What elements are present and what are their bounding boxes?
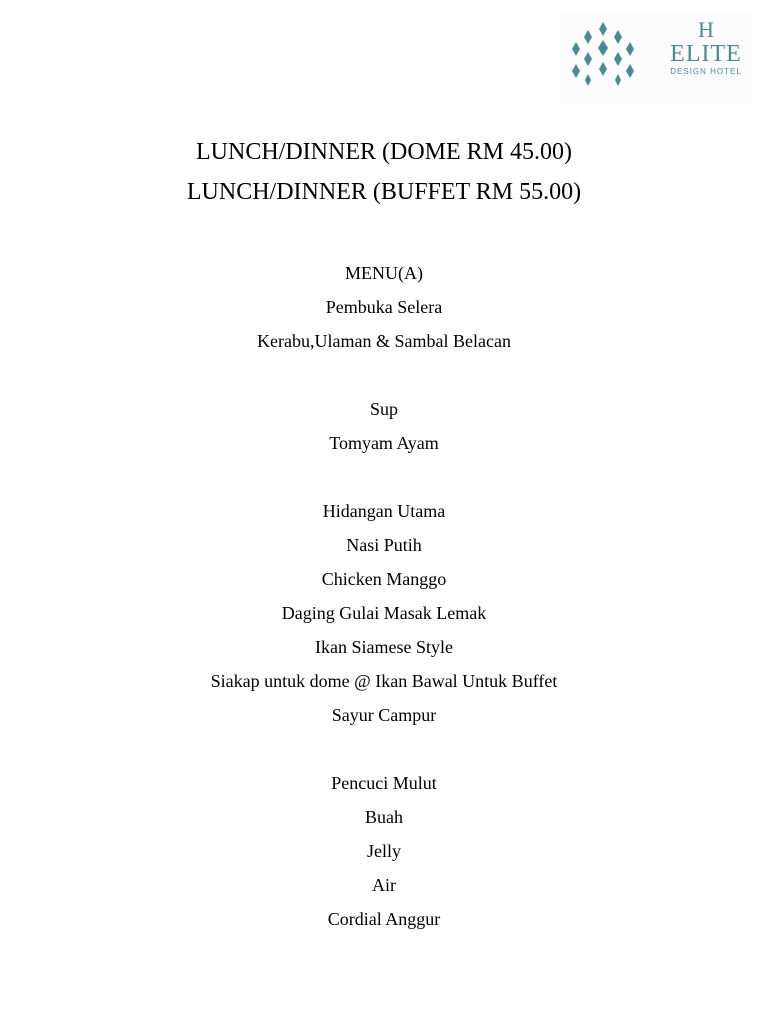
- menu-item: Tomyam Ayam: [329, 433, 439, 453]
- menu-item: Kerabu,Ulaman & Sambal Belacan: [257, 331, 511, 351]
- section-title-dessert: Pencuci Mulut: [331, 773, 437, 793]
- price-titles: [0, 132, 768, 212]
- menu-heading: MENU(A): [345, 263, 423, 283]
- section-title-appetizer: Pembuka Selera: [325, 297, 443, 317]
- menu-item: Sayur Campur: [331, 705, 437, 725]
- menu-item: Buah: [365, 807, 403, 827]
- logo-subtitle: DESIGN HOTEL: [670, 67, 742, 76]
- section-spacer: [0, 460, 768, 494]
- menu-item: Air: [372, 875, 396, 895]
- menu-item: Daging Gulai Masak Lemak: [281, 603, 487, 623]
- menu-list: [0, 256, 768, 936]
- section-spacer: [0, 358, 768, 392]
- menu-item: Chicken Manggo: [321, 569, 447, 589]
- menu-item: Nasi Putih: [346, 535, 422, 555]
- title-dome: LUNCH/DINNER (DOME RM 45.00): [196, 139, 572, 165]
- hotel-logo: [560, 12, 752, 104]
- logo-letter: H: [698, 17, 714, 42]
- logo-name: ELITE: [670, 41, 742, 67]
- star-pattern-icon: [568, 20, 638, 90]
- section-spacer: [0, 732, 768, 766]
- menu-item: Ikan Siamese Style: [315, 637, 453, 657]
- section-title-soup: Sup: [369, 399, 398, 419]
- title-buffet: LUNCH/DINNER (BUFFET RM 55.00): [186, 179, 582, 205]
- menu-item: Cordial Anggur: [327, 909, 441, 929]
- menu-item: Jelly: [367, 841, 401, 861]
- section-title-main-course: Hidangan Utama: [322, 501, 446, 521]
- logo-wordmark: [660, 18, 752, 78]
- menu-item: Siakap untuk dome @ Ikan Bawal Untuk Buffet: [210, 671, 558, 691]
